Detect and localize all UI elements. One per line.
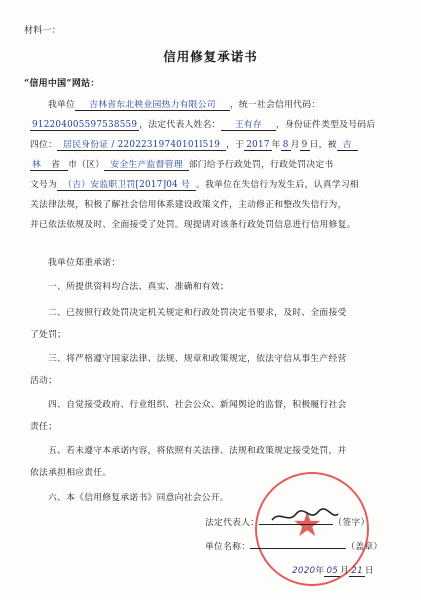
p1-line-7: 并已依法依规及时、全面接受了处罚。现提请对该条行政处罚信息进行信用修复。	[30, 220, 356, 230]
credit-code: 912204005597538559	[32, 120, 138, 130]
text: 月	[290, 140, 300, 150]
company-name: 吉林省东北秧业园热力有限公司	[75, 100, 230, 111]
p1-line-3	[30, 137, 358, 150]
text: 日	[364, 566, 374, 576]
seal-star-icon: ★	[292, 505, 323, 545]
date-month: 05	[326, 566, 339, 576]
legal-rep-name: 王有存	[221, 120, 276, 131]
text: ，于	[226, 140, 245, 150]
date-row	[292, 563, 374, 576]
text: ，统一社会信用代码：	[229, 100, 321, 110]
province-2: 林	[32, 160, 42, 170]
seal-hint: （盖章）	[346, 542, 383, 552]
date-day: 21	[351, 566, 363, 576]
commitment-item-2-cont: 了处罚；	[30, 330, 67, 340]
commitment-item-3-cont: 活动；	[30, 376, 58, 386]
commitment-item-4-cont: 责任；	[30, 422, 58, 432]
text: 市（区）	[68, 160, 105, 170]
penalty-month: 8	[282, 140, 289, 150]
p1-line-6: 关法律法规，积极了解社会信用体系建设政策文件，主动修正和整改失信行为，	[30, 200, 347, 210]
text: 年	[271, 140, 281, 150]
text: 月	[340, 566, 350, 576]
id-type-number: 居民身份证 / 22022319740101l519	[57, 140, 226, 151]
commitment-item-3: 三、将严格遵守国家法律、法规、规章和政策规定，依法守信从事生产经营	[48, 354, 347, 364]
text: 日，被	[309, 140, 337, 150]
penalty-year: 2017	[246, 140, 270, 150]
p1-line-2	[30, 117, 375, 130]
commitment-item-5-cont: 依法承担相应责任。	[30, 468, 112, 478]
p1-line-1	[48, 97, 320, 110]
penalty-day: 9	[301, 140, 308, 150]
text: 文号为	[30, 180, 58, 190]
p1-line-4	[30, 157, 333, 170]
commitment-item-1: 一、所提供资料均合法、真实、准确和有效；	[48, 282, 229, 292]
material-label: 材料一：	[24, 26, 62, 36]
seal-row	[205, 539, 382, 552]
legal-rep-label: 法定代表人：	[205, 518, 260, 528]
text: 我单位	[48, 100, 76, 110]
commitment-item-4: 四、自觉接受政府、行业组织、社会公众、新闻舆论的监督，积极履行社会	[48, 400, 347, 410]
commitment-item-5: 五、若未遵守本承诺内容，将依照有关法律、法规和政策规定接受处罚，并	[48, 446, 347, 456]
addressee: “信用中国”网站：	[24, 79, 100, 89]
province-1: 吉	[337, 140, 358, 151]
text: 年	[315, 566, 325, 576]
sign-hint: （签字）	[333, 518, 370, 528]
department: 安全生产监督管理	[104, 160, 188, 171]
decision-doc-number: （吉）安监职卫罚[2017]04 号	[57, 180, 196, 191]
text: 四位：	[30, 140, 58, 150]
text: 部门给予行政处罚，行政处罚决定书	[188, 160, 334, 170]
commitment-item-2: 二、已按照行政处罚决定机关规定和行政处罚决定书要求，及时、全面接受	[48, 308, 347, 318]
unit-name-label: 单位名称：	[205, 542, 251, 552]
text: 。我单位在失信行为发生后，认真学习相	[196, 180, 359, 190]
date-year: 2020	[292, 566, 316, 576]
province-suffix: 省	[43, 160, 68, 171]
commitment-item-6: 六、本《信用修复承诺书》同意向社会公开。	[48, 493, 229, 503]
document-title: 信用修复承诺书	[163, 49, 258, 64]
commitment-intro: 我单位郑重承诺：	[48, 258, 121, 268]
text: ，身份证件类型及号码后	[275, 120, 376, 130]
p1-line-5	[30, 177, 359, 190]
signature-row	[205, 515, 370, 528]
text: ，法定代表人姓名：	[139, 120, 221, 130]
